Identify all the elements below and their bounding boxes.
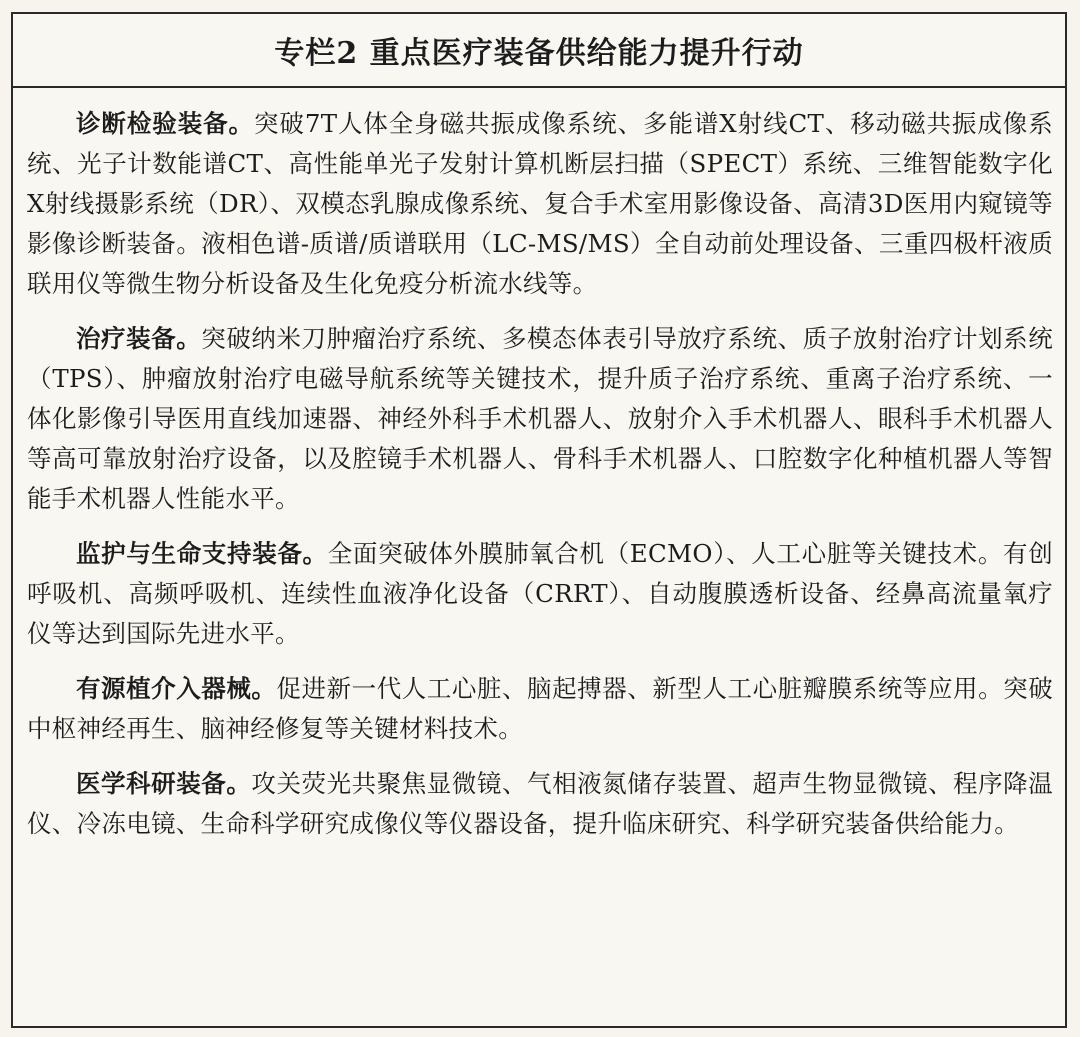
column-box bbox=[11, 12, 1067, 1028]
title-bar bbox=[13, 14, 1065, 88]
paragraph-lead: 有源植介入器械。 bbox=[76, 674, 277, 703]
paragraph-diagnostic-equipment bbox=[27, 104, 1053, 304]
paragraph-research-equipment bbox=[27, 764, 1053, 844]
column-content bbox=[13, 88, 1065, 844]
paragraph-text: 突破纳米刀肿瘤治疗系统、多模态体表引导放疗系统、质子放射治疗计划系统（TPS）、肿瘤放射治疗电磁导航系统等关键技术，提升质子治疗系统、重离子治疗系统、一体化影像引导医用直线加速器、神经外科手术机器人、放射介入手术机器人、眼科手术机器人等高可靠放射治疗设备，以及腔镜手术机器人、骨科手术机器人、口腔数字化种植机器人等智能手术机器人性能水平。 bbox=[27, 324, 1054, 513]
paragraph-lead: 医学科研装备。 bbox=[76, 769, 252, 798]
paragraph-lead: 治疗装备。 bbox=[76, 324, 202, 353]
paragraph-text: 攻关荧光共聚焦显微镜、气相液氮储存装置、超声生物显微镜、程序降温仪、冷冻电镜、生命科学研究成像仪等仪器设备，提升临床研究、科学研究装备供给能力。 bbox=[27, 769, 1053, 838]
paragraph-monitoring-life-support bbox=[27, 534, 1053, 654]
paragraph-text: 突破7T人体全身磁共振成像系统、多能谱X射线CT、移动磁共振成像系统、光子计数能谱CT、高性能单光子发射计算机断层扫描（SPECT）系统、三维智能数字化X射线摄影系统（DR）、双模态乳腺成像系统、复合手术室用影像设备、高清3D医用内窥镜等影像诊断装备。液相色谱-质谱/质谱联用（LC-MS/MS）全自动前处理设备、三重四极杆液质联用仪等微生物分析设备及生化免疫分析流水线等。 bbox=[27, 109, 1053, 298]
paragraph-text: 全面突破体外膜肺氧合机（ECMO）、人工心脏等关键技术。有创呼吸机、高频呼吸机、连续性血液净化设备（CRRT）、自动腹膜透析设备、经鼻高流量氧疗仪等达到国际先进水平。 bbox=[27, 539, 1053, 648]
paragraph-text: 促进新一代人工心脏、脑起搏器、新型人工心脏瓣膜系统等应用。突破中枢神经再生、脑神经修复等关键材料技术。 bbox=[27, 674, 1053, 743]
paragraph-lead: 诊断检验装备。 bbox=[76, 109, 254, 138]
paragraph-lead: 监护与生命支持装备。 bbox=[76, 539, 328, 568]
paragraph-treatment-equipment bbox=[27, 319, 1053, 519]
column-title: 专栏2 重点医疗装备供给能力提升行动 bbox=[274, 36, 804, 71]
paragraph-active-implants bbox=[27, 669, 1053, 749]
